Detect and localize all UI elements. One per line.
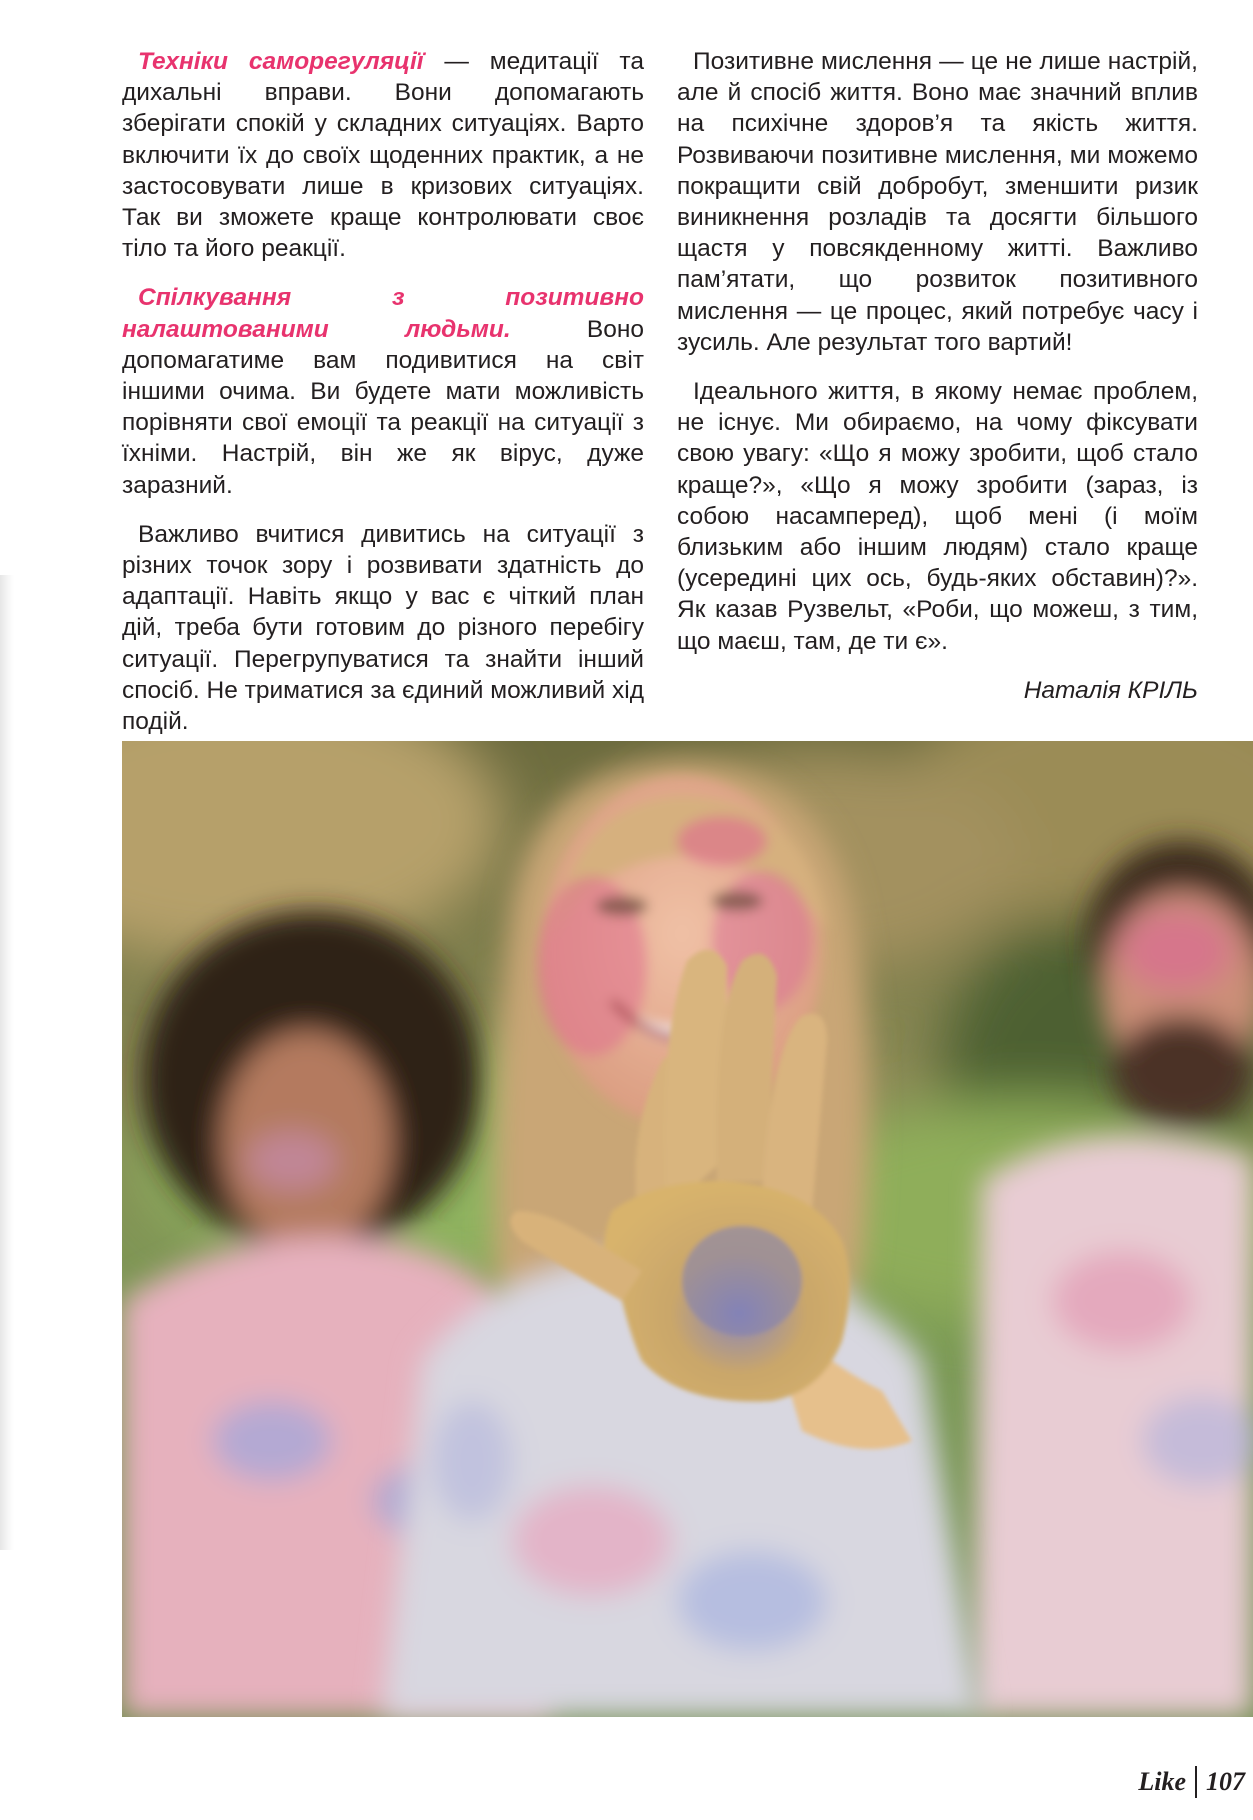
photo-illustration xyxy=(122,741,1253,1717)
article-photo xyxy=(122,741,1253,1717)
page-footer xyxy=(1138,1766,1245,1798)
paragraph-text: Воно допомагатиме вам подивитися на світ іншими очима. Ви будете мати можливість порівняти свої емоції та реакції на ситуації з їхніми. Настрій, він же як вірус, дуже заразний. xyxy=(122,315,644,499)
paragraph-positive-thinking: Позитивне мислення — це не лише настрій, але й спосіб життя. Воно має значний вплив на психічне здоров’я та якість життя. Розвиваючи позитивне мислення, ми можемо покращити свій добробут, зменшити ризик виникнення розладів та досягти більшого щастя у повсякденному житті. Важливо пам’ятати, що розвиток позитивного мислення — це процес, який потребує часу і зусиль. Але результат того вартий! xyxy=(677,48,1198,356)
highlight-self-regulation: Техніки саморегуляції xyxy=(138,48,424,75)
paragraph-ideal-life: Ідеального життя, в якому немає проблем, не існує. Ми обираємо, на чому фіксувати свою увагу: «Що я можу зробити, щоб стало краще?», «Що я можу зробити (зараз, із собою насамперед), щоб мені (і моїм близьким або іншим людям) стало краще (усередині цих ось, будь-яких обставин)?». Як казав Рузвельт, «Роби, що можеш, з тим, що маєш, там, де ти є». xyxy=(677,378,1198,655)
article-left-column xyxy=(122,46,644,755)
paragraph-text: — медитації та дихальні вправи. Вони допомагають зберігати спокій у складних ситуаціях. Варто включити їх до своїх щоденних практик, а не застосовувати лише в кризових ситуаціях. Так ви зможете краще контролювати своє тіло та його реакції. xyxy=(122,48,644,263)
paragraph-positive-people xyxy=(122,282,644,500)
highlight-positive-people: Спілкування з позитивно налаштованими людьми. xyxy=(122,284,644,343)
magazine-logo: Like xyxy=(1138,1767,1186,1796)
article-right-column xyxy=(677,46,1198,706)
page-edge-shadow xyxy=(0,575,14,1550)
author-signature: Наталія КРІЛЬ xyxy=(1023,676,1198,704)
page-number: 107 xyxy=(1206,1767,1245,1796)
paragraph-adaptation: Важливо вчитися дивитись на ситуації з різних точок зору і розвивати здатність до адаптації. Навіть якщо у вас є чіткий план дій, треба бути готовим до різного перебігу ситуації. Перегрупуватися та знайти інший спосіб. Не триматися за єдиний можливий хід подій. xyxy=(122,520,644,736)
paragraph-self-regulation xyxy=(122,46,644,264)
footer-divider xyxy=(1195,1766,1197,1798)
